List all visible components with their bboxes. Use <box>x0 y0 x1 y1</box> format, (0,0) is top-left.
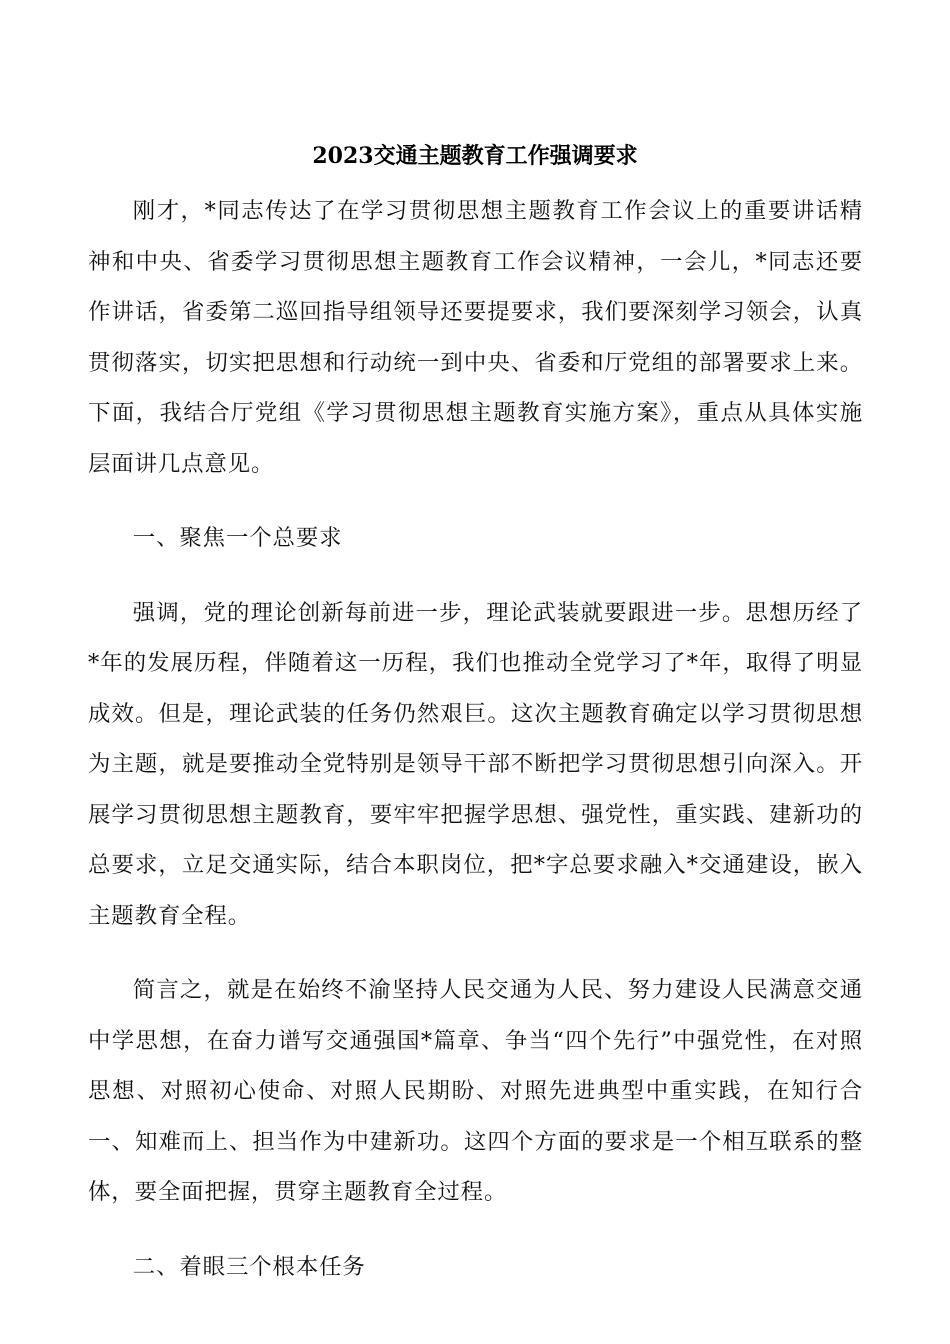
document-title: 2023交通主题教育工作强调要求 <box>312 143 638 169</box>
section-heading-2: 二、着眼三个根本任务 <box>132 1253 366 1280</box>
paragraph-gap <box>88 489 863 513</box>
paragraph-intro: 刚才，*同志传达了在学习贯彻思想主题教育工作会议上的重要讲话精神和中央、省委学习贯彻思想主题教育工作会议精神，一会儿，*同志还要作讲话，省委第二巡回指导组领导还要提要求，我们要深刻学习领会，认真贯彻落实，切实把思想和行动统一到中央、省委和厅党组的部署要求上来。下面，我结合厅党组《学习贯彻思想主题教育实施方案》，重点从具体实施层面讲几点意见。 <box>88 198 863 477</box>
paragraph-summary: 简言之，就是在始终不渝坚持人民交通为人民、努力建设人民满意交通中学思想，在奋力谱写交通强国*篇章、争当“四个先行”中强党性，在对照思想、对照初心使命、对照人民期盼、对照先进典型中重实践，在知行合一、知难而上、担当作为中建新功。这四个方面的要求是一个相互联系的整体，要全面把握，贯穿主题教育全过程。 <box>88 977 863 1205</box>
document-body <box>88 186 863 1292</box>
paragraph-gap <box>88 564 863 588</box>
paragraph-gap <box>88 1218 863 1242</box>
paragraph-section-1: 强调，党的理论创新每前进一步，理论武装就要跟进一步。思想历经了*年的发展历程，伴随着这一历程，我们也推动全党学习了*年，取得了明显成效。但是，理论武装的任务仍然艰巨。这次主题教育确定以学习贯彻思想为主题，就是要推动全党特别是领导干部不断把学习贯彻思想引向深入。开展学习贯彻思想主题教育，要牢牢把握学思想、强党性，重实践、建新功的总要求，立足交通实际，结合本职岗位，把*字总要求融入*交通建设，嵌入主题教育全程。 <box>88 599 863 929</box>
paragraph-gap <box>88 941 863 965</box>
section-heading-1: 一、聚焦一个总要求 <box>132 525 343 551</box>
